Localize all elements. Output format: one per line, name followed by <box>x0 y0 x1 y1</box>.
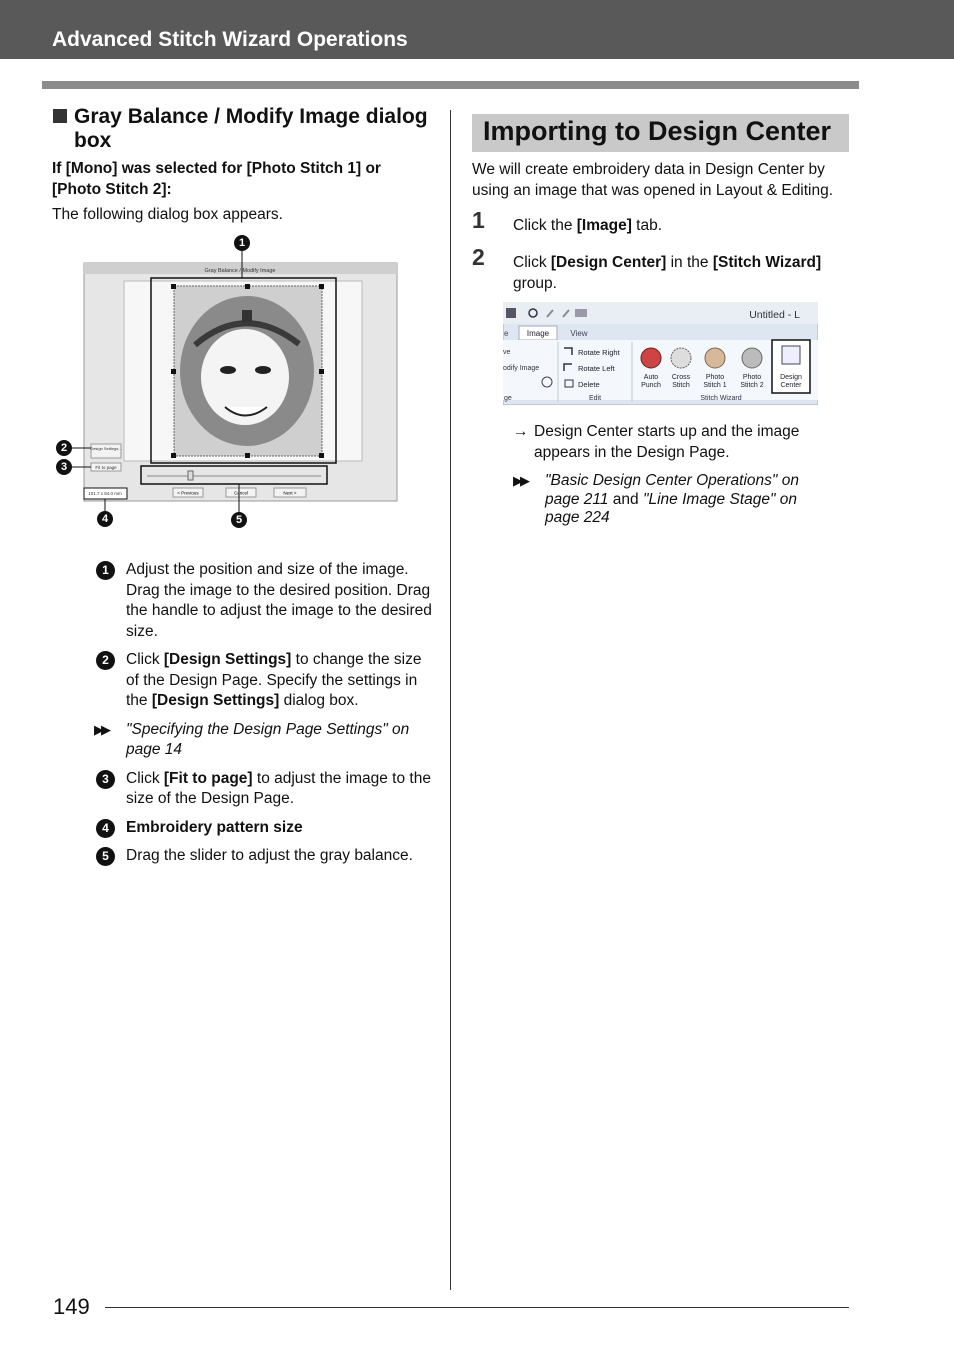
section-title <box>53 105 433 153</box>
design-center-label: Center <box>780 382 802 389</box>
print-icon <box>575 309 587 317</box>
design-center-label: Design <box>780 374 802 381</box>
item-text: Click <box>126 651 164 668</box>
previous-label: < Previous <box>177 490 199 496</box>
photo-bow <box>242 310 252 322</box>
number-badge: 3 <box>96 770 115 789</box>
handle <box>319 369 324 374</box>
step-2 <box>472 244 857 294</box>
result-description: Design Center starts up and the image appears in the Design Page. <box>534 423 800 461</box>
list-item <box>96 769 436 810</box>
result-arrow-icon: → <box>513 423 529 440</box>
condition-text: If [Mono] was selected for [Photo Stitch 1] or [Photo Stitch 2]: <box>52 160 381 198</box>
auto-punch-label: Auto <box>643 374 659 381</box>
handle <box>171 369 176 374</box>
reference-block <box>513 472 833 528</box>
callout-1: 1 <box>234 235 250 251</box>
photo-stitch-2-label: Photo <box>742 374 762 381</box>
double-arrow-icon: ▶▶ <box>513 473 527 488</box>
auto-punch-icon <box>641 348 661 368</box>
photo-stitch-2-icon <box>742 348 762 368</box>
list-item <box>96 846 436 867</box>
design-settings-label: Design Settings... <box>90 446 122 451</box>
step-number: 1 <box>472 207 485 233</box>
photo-stitch-1-label: Stitch 1 <box>703 382 727 389</box>
dialog-figure <box>55 232 435 532</box>
item-text: dialog box. <box>279 692 359 709</box>
step-bold: [Stitch Wizard] <box>712 254 822 271</box>
number-badge: 2 <box>96 651 115 670</box>
item-bold: [Fit to page] <box>163 769 253 787</box>
tab-image-label: Image <box>526 329 550 338</box>
callout-4: 4 <box>97 511 113 527</box>
reference-text: and <box>608 490 643 508</box>
callout-2: 2 <box>56 440 72 456</box>
partial-label: ge <box>504 395 512 402</box>
number-badge: 1 <box>96 561 115 580</box>
page-header <box>0 0 954 59</box>
window-title: Untitled - L <box>749 309 800 321</box>
item-bold: [Design Settings] <box>151 692 280 709</box>
step-bold: [Image] <box>576 217 632 234</box>
callout-5: 5 <box>231 512 247 528</box>
column-divider <box>450 110 451 1290</box>
step-1 <box>472 207 857 237</box>
number-badge: 5 <box>96 847 115 866</box>
photo-stitch-1-icon <box>705 348 725 368</box>
item-text: Drag the slider to adjust the gray balance. <box>126 847 413 864</box>
partial-label: ve <box>503 349 511 356</box>
dialog-screenshot <box>55 232 435 532</box>
handle <box>171 453 176 458</box>
photo-left-eye <box>220 366 236 374</box>
cross-stitch-icon <box>671 348 691 368</box>
cross-stitch-label: Cross <box>671 374 691 381</box>
design-center-icon <box>782 346 800 364</box>
reference-item <box>96 720 436 761</box>
explanation-list <box>96 560 436 875</box>
item-bold: [Design Settings] <box>163 651 292 668</box>
reference-link[interactable]: "Line Image Stage" on page 224 <box>545 490 798 526</box>
handle <box>245 284 250 289</box>
section-title-text: Gray Balance / Modify Image dialog box <box>74 105 428 152</box>
slider-thumb <box>188 471 193 480</box>
item-text: to adjust the image to the size of the Design Page. <box>126 769 431 807</box>
list-item <box>96 650 436 712</box>
step-text: tab. <box>631 217 663 234</box>
page-number: 149 <box>53 1294 90 1319</box>
photo-stitch-1-label: Photo <box>705 374 725 381</box>
lead-text: The following dialog box appears. <box>52 206 283 223</box>
step-text: Click the <box>513 217 577 234</box>
dialog-title: Gray Balance / Modify Image <box>204 268 276 274</box>
reference-link[interactable]: "Basic Design Center Operations" on page 211 <box>545 472 799 508</box>
ribbon-svg <box>503 302 818 405</box>
step-text: group. <box>513 274 557 292</box>
footer-rule <box>105 1307 849 1308</box>
edit-group-label: Edit <box>588 395 602 402</box>
handle <box>319 453 324 458</box>
step-bold: [Design Center] <box>550 254 667 271</box>
cross-stitch-label: Stitch <box>672 382 690 389</box>
handle <box>245 453 250 458</box>
right-title-text: Importing to Design Center <box>483 116 832 146</box>
photo-stitch-2-label: Stitch 2 <box>740 382 764 389</box>
number-badge: 4 <box>96 819 115 838</box>
result-text <box>513 422 843 463</box>
fit-to-page-label: Fit to page <box>95 465 117 470</box>
list-item <box>96 560 436 642</box>
item-text: to change the size of the Design Page. Specify the settings in the <box>126 651 422 709</box>
intro-text: We will create embroidery data in Design Center by using an image that was opened in Layout & Editing. <box>472 161 834 199</box>
cancel-label: Cancel <box>233 490 249 496</box>
step-number: 2 <box>472 244 485 270</box>
item-bold: Embroidery pattern size <box>126 818 303 836</box>
square-bullet-icon <box>53 109 67 123</box>
header-rule <box>42 81 859 89</box>
ribbon-screenshot <box>503 302 818 405</box>
next-label: Next > <box>283 490 297 496</box>
ribbon-body <box>503 340 818 400</box>
delete-label: Delete <box>578 380 600 389</box>
handle <box>171 284 176 289</box>
auto-punch-label: Punch <box>641 382 661 389</box>
double-arrow-icon: ▶▶ <box>94 721 108 737</box>
tab-partial: e <box>504 329 509 338</box>
rotate-right-label: Rotate Right <box>578 348 620 357</box>
item-text: Click <box>126 769 164 787</box>
item-text: Adjust the position and size of the image. Drag the image to the desired position. Drag the handle to adjust the image to the desired size. <box>126 561 432 640</box>
right-section-title <box>472 114 849 152</box>
callout-3: 3 <box>56 459 72 475</box>
step-text: in the <box>666 254 713 271</box>
save-icon <box>506 308 516 318</box>
tab-view-label: View <box>570 329 588 338</box>
reference-link[interactable]: "Specifying the Design Page Settings" on page 14 <box>126 720 410 758</box>
photo-right-eye <box>255 366 271 374</box>
partial-label: odify Image <box>503 365 540 372</box>
size-readout: 101.7 x 84.0 mm <box>88 491 122 496</box>
list-item <box>96 818 436 839</box>
rotate-left-label: Rotate Left <box>578 364 615 373</box>
handle <box>319 284 324 289</box>
header-title: Advanced Stitch Wizard Operations <box>52 28 408 51</box>
step-text: Click <box>513 254 551 271</box>
stitch-wizard-group-label: Stitch Wizard <box>700 395 742 402</box>
